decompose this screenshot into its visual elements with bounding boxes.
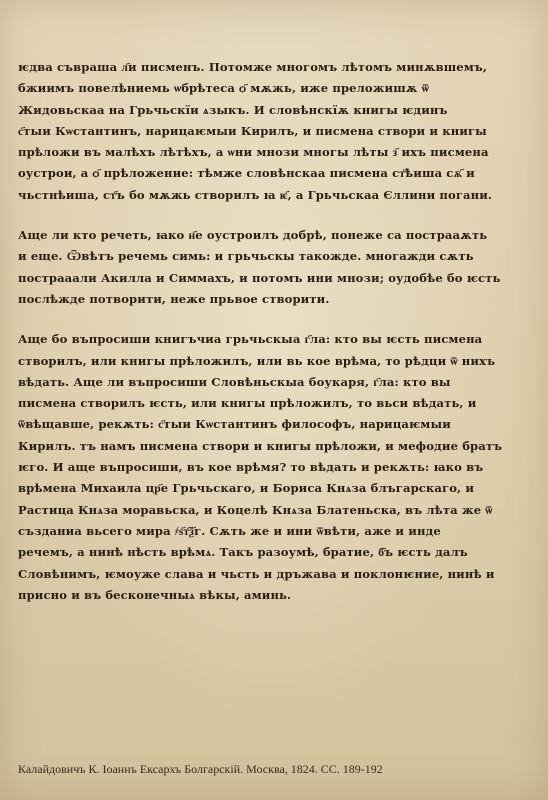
text-line: с҃тыи Кѡстантинъ, нарицаѥмыи Кирилъ, и писмена створи и книгы (18, 123, 487, 138)
text-line: вѣдать. Аще ли въпросиши Словѣньскыа боукаря, г҃ла: кто вы (18, 374, 451, 389)
text-line: врѣмена Михаила цр҃е Грьчьскаго, и Бориса Кнѧза блъгарскаго, и (18, 481, 475, 496)
text-line: створилъ, или книгы прѣложилъ, или вь кое врѣма, то рѣдци ѿ нихъ (18, 353, 496, 368)
text-line: създаниа вьсего мира ҂ѕ҃т҃ѯ҃г. Сѫть же и ини ѿвѣти, аже и инде (18, 523, 441, 538)
text-line: бжиимъ повелѣниемь ѡбрѣтеса ѻ҃ мѫжь, иже преложишѫ ѿ (18, 81, 430, 96)
text-line: Кирилъ. тъ намъ писмена створи и книгы прѣложи, и мефодие братъ (18, 438, 503, 453)
paragraph-2 (18, 225, 532, 310)
text-line: ѿвѣщавше, рекѫть: с҃тыи Кѡстантинъ философъ, нарицаѥмыи (18, 417, 451, 432)
text-line: прѣложи въ малѣхъ лѣтѣхъ, а ѡни мнози многы лѣты з҃ ихъ писмена (18, 145, 489, 160)
source-citation: Калайдовичъ К. Іоаннъ Ексархъ Болгарскій. Москва, 1824. СС. 189-192 (18, 762, 383, 776)
text-line: Растица Кнѧза моравьска, и Коцелѣ Кнѧза Блатеньска, въ лѣта же ѿ (18, 502, 493, 517)
paragraph-1 (18, 57, 532, 206)
paragraph-3 (18, 329, 532, 606)
text-line: и еще. Ѿвѣтъ речемь симь: и грьчьскы такожде. многажди сѫть (18, 249, 474, 264)
text-line: пострааали Акилла и Симмахъ, и потомъ ини мнози; оудобѣе бо ѥсть (18, 270, 501, 285)
text-line: ѥдва съвраша л҃и писменъ. Потомже многомъ лѣтомъ минѫвшемъ, (18, 60, 488, 74)
text-line: Жидовьскаа на Грьчьскїи ѧзыкъ. И словѣнскїѫ книгы ѥдинъ (18, 102, 448, 117)
text-line: речемъ, а нинѣ нѣсть врѣмѧ. Такъ разоумѣ, братие, б҃ъ ѥсть далъ (18, 545, 468, 560)
text-line: чьстнѣиша, ст҃ъ бо мѫжь створилъ ꙗ ѥ҃, а Грьчьскаа Єллини погани. (18, 187, 493, 202)
text-line: Аще ли кто речеть, ꙗко н҃е оустроилъ добрѣ, понеже са пострааѫть (18, 228, 488, 243)
document-body (18, 57, 532, 625)
text-line: ѥго. И аще въпросиши, въ кое врѣмя? то вѣдать и рекѫть: ꙗко въ (18, 460, 484, 475)
text-line: оустрои, а ѻ҃ прѣложение: тѣмже словѣнскаа писмена ст҃ѣиша сѫ҃ и (18, 166, 475, 181)
text-line: послѣжде потворити, неже прьвое створити. (18, 291, 330, 306)
text-line: присно и въ бесконечныѧ вѣкы, аминь. (18, 587, 292, 602)
text-line: писмена створилъ ѥсть, или книгы прѣложилъ, то вьси вѣдать, и (18, 396, 477, 411)
text-line: Аще бо въпросиши книгъчиа грьчьскыа г҃ла: кто вы ѥсть писмена (18, 332, 483, 347)
text-line: Словѣнимъ, ѥмоуже слава и чьсть и дръжава и поклонѥние, нинѣ и (18, 566, 495, 581)
